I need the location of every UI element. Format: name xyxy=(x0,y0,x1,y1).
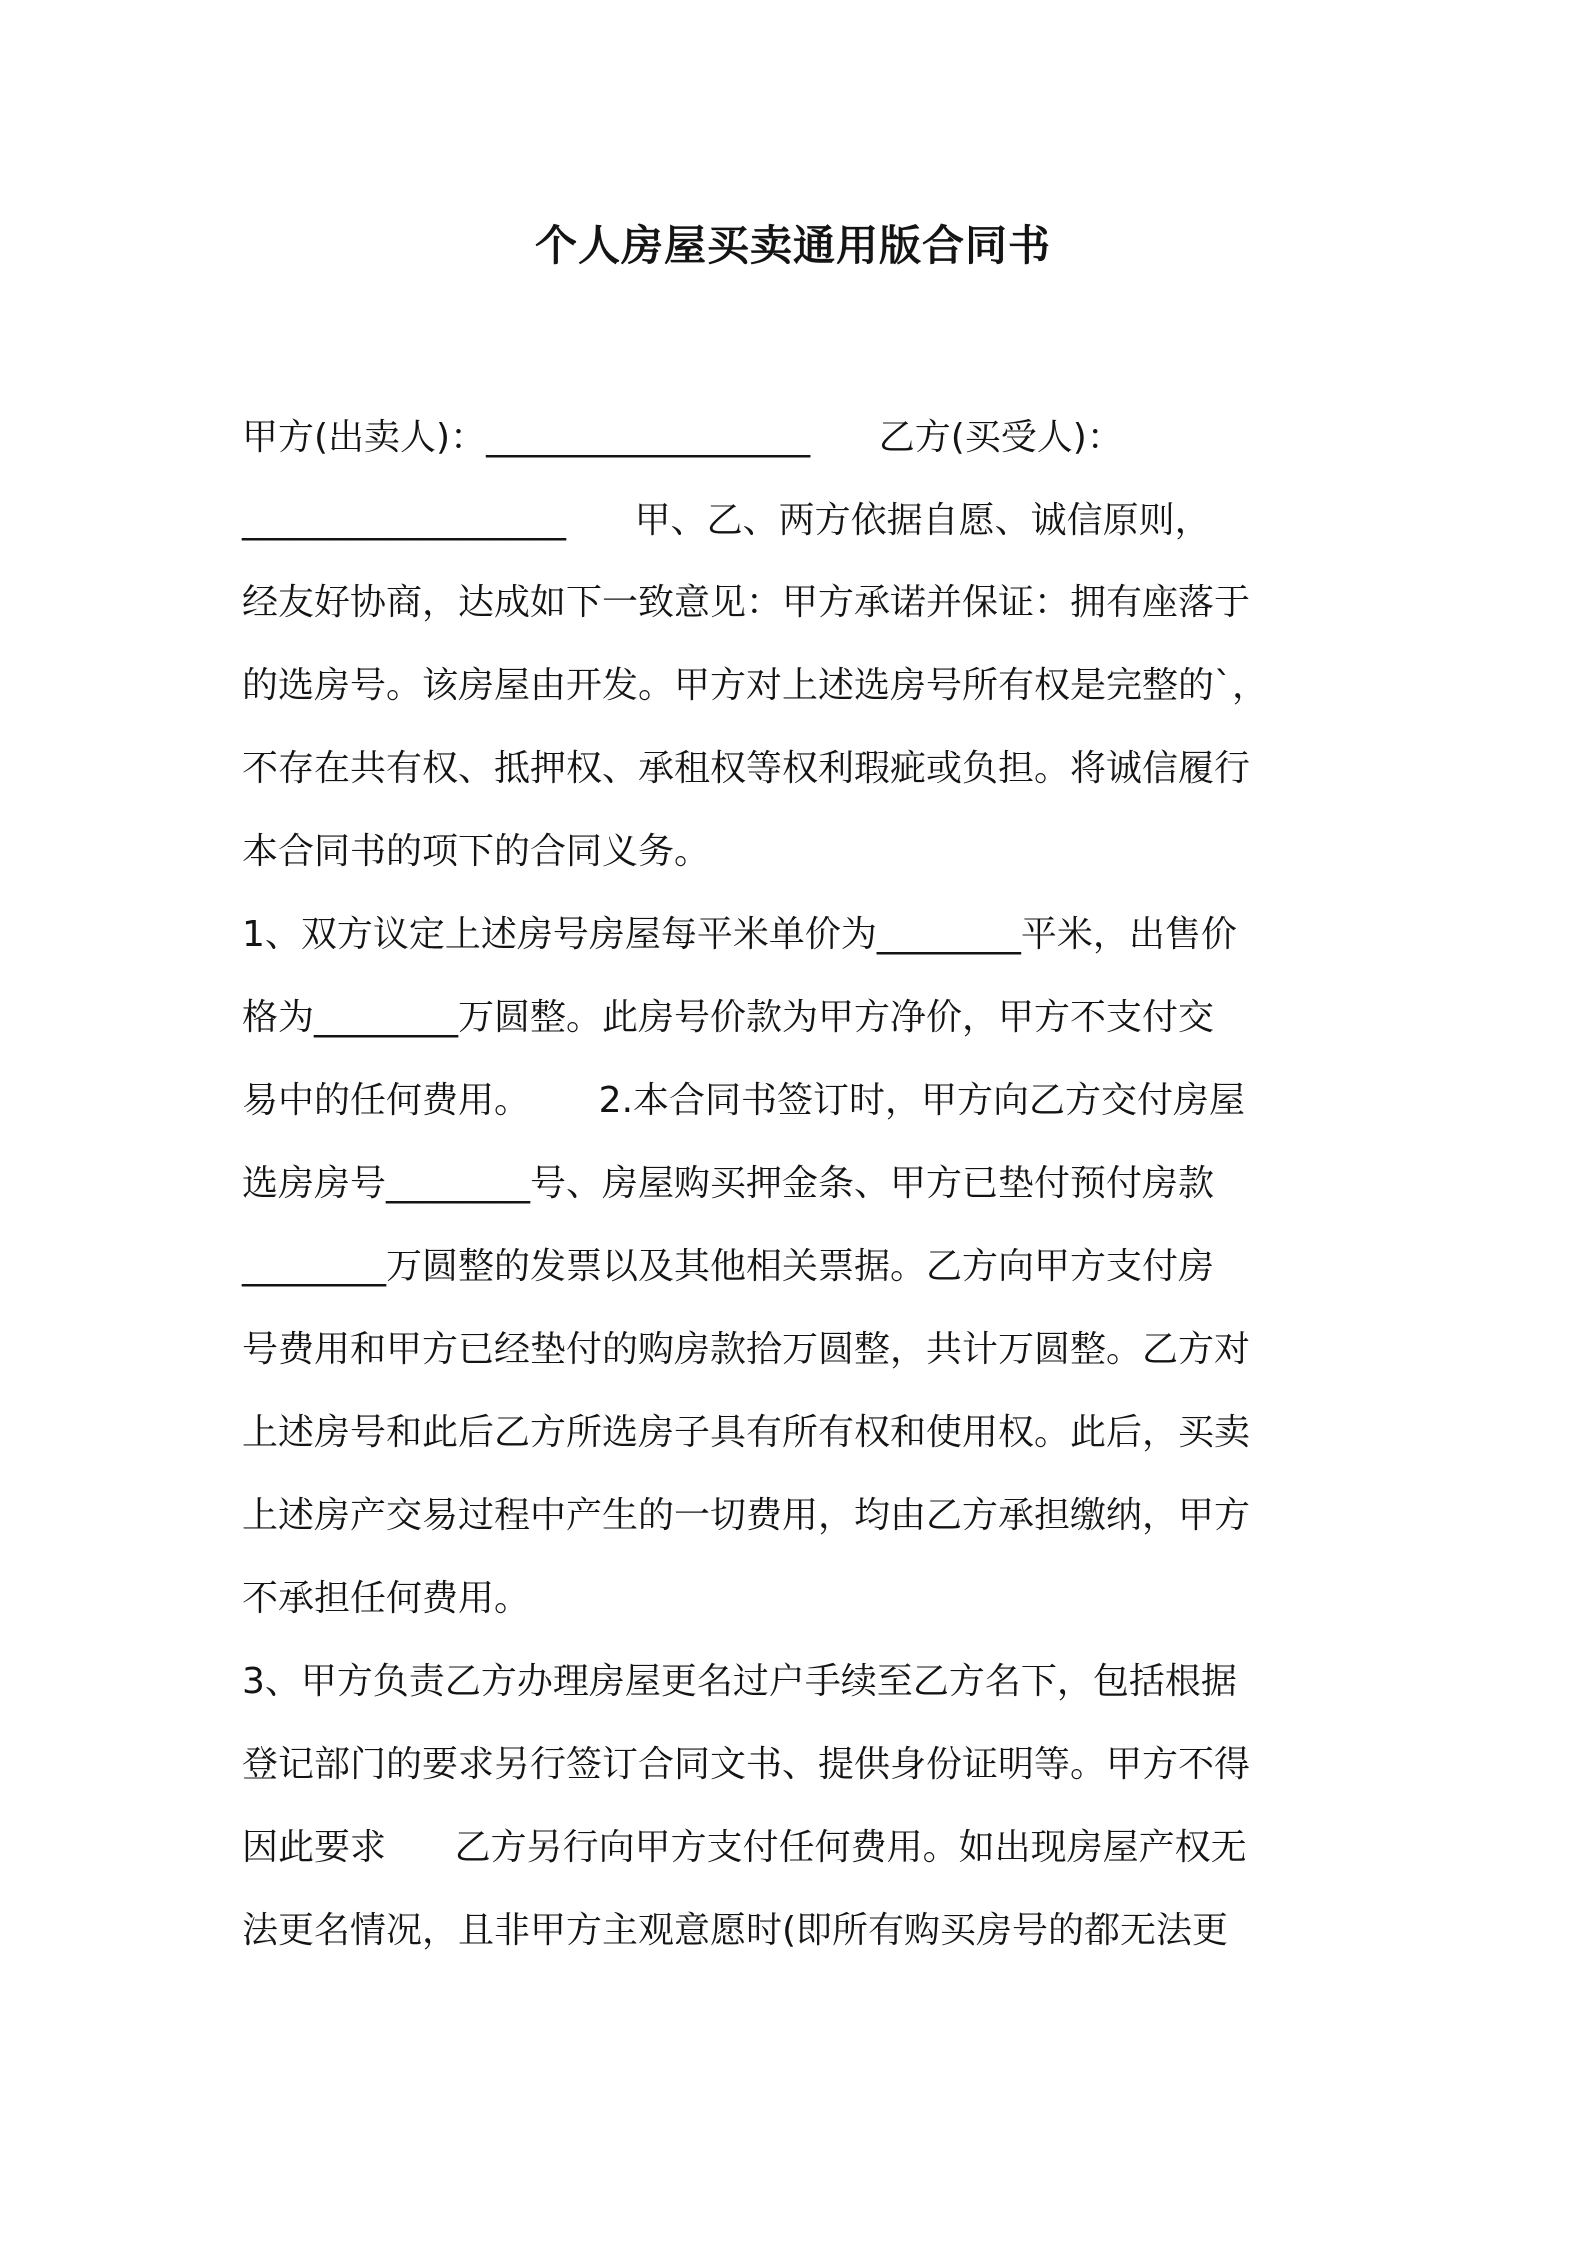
contract-line-15: 不承担任何费用。 xyxy=(242,1578,531,1619)
contract-line-19: 法更名情况，且非甲方主观意愿时(即所有购买房号的都无法更 xyxy=(242,1910,1229,1951)
contract-line-9: 易中的任何费用。 2.本合同书签订时，甲方向乙方交付房屋 xyxy=(242,1080,1246,1121)
contract-line-14: 上述房产交易过程中产生的一切费用，均由乙方承担缴纳，甲方 xyxy=(242,1495,1251,1536)
contract-line-4: 的选房号。该房屋由开发。甲方对上述选房号所有权是完整的`， xyxy=(242,665,1269,706)
contract-line-8: 格为________万圆整。此房号价款为甲方净价，甲方不支付交 xyxy=(242,997,1215,1038)
contract-line-11: ________万圆整的发票以及其他相关票据。乙方向甲方支付房 xyxy=(242,1246,1215,1287)
contract-line-6: 本合同书的项下的合同义务。 xyxy=(242,831,711,872)
contract-line-7: 1、双方议定上述房号房屋每平米单价为________平米，出售价 xyxy=(242,914,1237,955)
contract-line-2: __________________ 甲、乙、两方依据自愿、诚信原则， xyxy=(242,500,1211,541)
contract-line-16: 3、甲方负责乙方办理房屋更名过户手续至乙方名下，包括根据 xyxy=(242,1661,1237,1702)
contract-line-17: 登记部门的要求另行签订合同文书、提供身份证明等。甲方不得 xyxy=(242,1744,1251,1785)
document-title: 个人房屋买卖通用版合同书 xyxy=(534,221,1051,270)
contract-line-12: 号费用和甲方已经垫付的购房款拾万圆整，共计万圆整。乙方对 xyxy=(242,1329,1251,1370)
contract-line-10: 选房房号________号、房屋购买押金条、甲方已垫付预付房款 xyxy=(242,1163,1215,1204)
contract-line-18: 因此要求 乙方另行向甲方支付任何费用。如出现房屋产权无 xyxy=(242,1827,1247,1868)
contract-line-5: 不存在共有权、抵押权、承租权等权利瑕疵或负担。将诚信履行 xyxy=(242,748,1251,789)
contract-line-3: 经友好协商，达成如下一致意见：甲方承诺并保证：拥有座落于 xyxy=(242,582,1251,623)
contract-line-13: 上述房号和此后乙方所选房子具有所有权和使用权。此后，买卖 xyxy=(242,1412,1251,1453)
contract-line-1: 甲方(出卖人)：__________________ 乙方(买受人)： xyxy=(242,417,1123,458)
